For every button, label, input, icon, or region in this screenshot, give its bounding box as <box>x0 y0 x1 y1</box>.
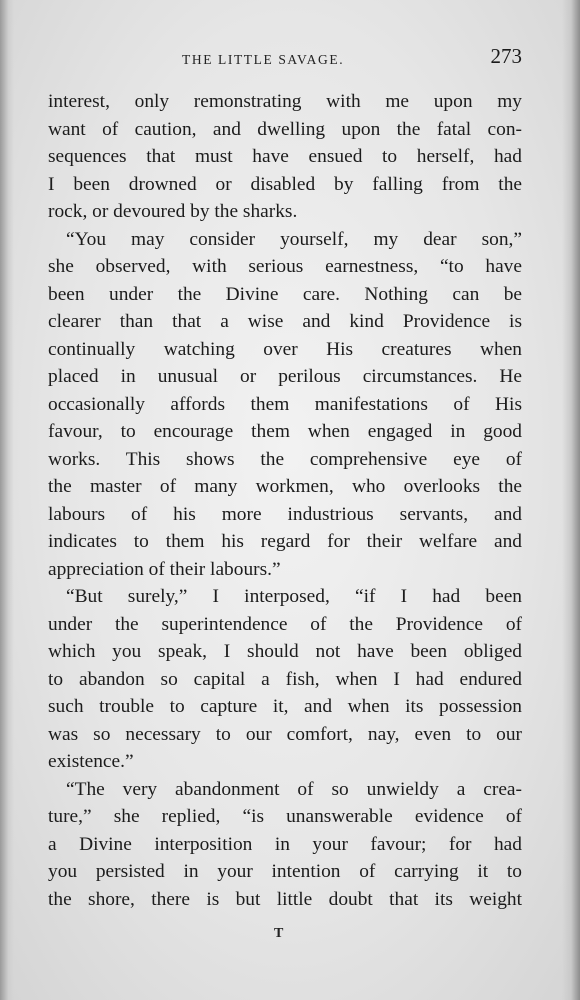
text-line: I been drowned or disabled by falling from the <box>48 173 522 195</box>
text-line: “You may consider yourself, my dear son,” <box>66 228 522 250</box>
page-edge-left <box>0 0 14 1000</box>
text-line: occasionally affords them manifestations of His <box>48 393 522 415</box>
text-line: works. This shows the comprehensive eye of <box>48 448 522 470</box>
page-number: 273 <box>490 44 522 68</box>
text-line: continually watching over His creatures when <box>48 338 522 360</box>
text-line: was so necessary to our comfort, nay, even to our <box>48 723 522 745</box>
text-line: appreciation of their labours.” <box>48 558 281 580</box>
text-line: “The very abandonment of so unwieldy a crea- <box>66 778 522 800</box>
text-line: ture,” she replied, “is unanswerable evidence of <box>48 806 522 827</box>
text-line: interest, only remonstrating with me upon my <box>48 91 522 112</box>
text-line: to abandon so capital a fish, when I had endured <box>48 668 522 690</box>
running-head: THE LITTLE SAVAGE. <box>182 52 345 67</box>
text-line: such trouble to capture it, and when its possession <box>48 696 522 717</box>
text-line: she observed, with serious earnestness, “to have <box>48 256 522 277</box>
text-line: placed in unusual or perilous circumstances. He <box>48 366 522 387</box>
page-header <box>48 44 522 74</box>
text-line: clearer than that a wise and kind Providence is <box>48 311 522 332</box>
text-line: existence.” <box>48 751 134 772</box>
text-line: want of caution, and dwelling upon the fatal con- <box>48 118 522 140</box>
text-line: indicates to them his regard for their welfare and <box>48 531 522 552</box>
page-edge-right <box>562 0 580 1000</box>
text-line: under the superintendence of the Providence of <box>48 613 522 635</box>
page-body <box>48 88 522 913</box>
text-line: “But surely,” I interposed, “if I had been <box>66 586 522 607</box>
text-line: which you speak, I should not have been obliged <box>48 641 522 662</box>
text-line: been under the Divine care. Nothing can be <box>48 283 522 305</box>
text-line: a Divine interposition in your favour; for had <box>48 833 522 855</box>
text-line: the master of many workmen, who overlooks the <box>48 476 522 497</box>
text-line: you persisted in your intention of carrying it to <box>48 861 522 882</box>
text-line: sequences that must have ensued to herself, had <box>48 146 522 167</box>
text-line: favour, to encourage them when engaged in good <box>48 421 522 442</box>
text-line: labours of his more industrious servants, and <box>48 503 522 525</box>
text-line: the shore, there is but little doubt that its weight <box>48 888 522 910</box>
signature-mark: T <box>274 926 284 941</box>
text-line: rock, or devoured by the sharks. <box>48 201 298 222</box>
